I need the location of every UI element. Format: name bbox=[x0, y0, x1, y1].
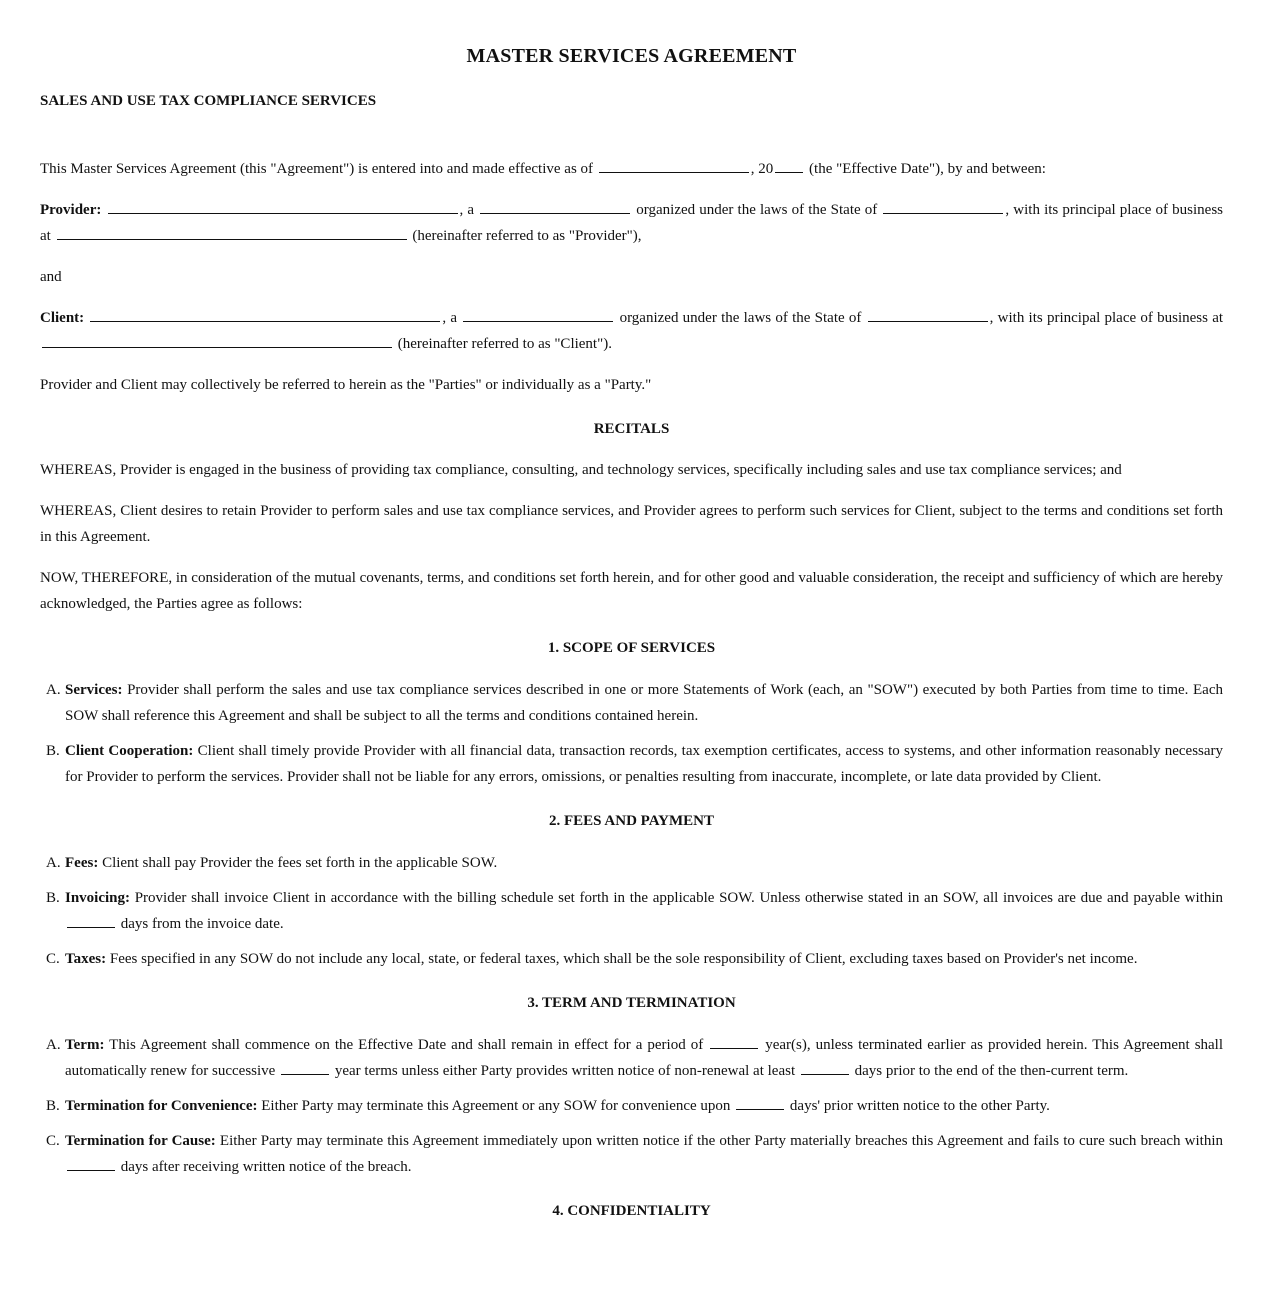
item-text: Provider shall invoice Client in accordance with the billing schedule set forth in the applicable SOW. Unless otherwise stated in an SOW, all invoices are due and payable within bbox=[134, 890, 1224, 906]
intro-text-3: (the "Effective Date"), by and between: bbox=[809, 161, 1046, 177]
document-subtitle: SALES AND USE TAX COMPLIANCE SERVICES bbox=[40, 93, 377, 109]
provider-address-blank bbox=[57, 238, 407, 240]
list-marker: B. bbox=[46, 1098, 60, 1114]
intro-text-2: , 20 bbox=[750, 161, 774, 177]
provider-label: Provider: bbox=[40, 202, 102, 218]
item-text: year terms unless either Party provides written notice of non-renewal at least bbox=[334, 1063, 796, 1079]
item-text: Provider shall perform the sales and use tax compliance services described in one or more Statements of Work (each, an "SOW") executed by both Parties from time to time. Each SOW shall reference this Agreement and shall be subject to all the terms and conditions contained herein. bbox=[65, 682, 1223, 724]
section-4-heading: 4. CONFIDENTIALITY bbox=[552, 1203, 711, 1219]
item-label: Fees: bbox=[65, 855, 99, 871]
provider-text-3: , with its principal place of business at bbox=[40, 202, 1224, 244]
client-text-1: , a bbox=[442, 310, 458, 326]
item-label: Services: bbox=[65, 682, 123, 698]
section-3-item-c bbox=[40, 1128, 1223, 1180]
client-text-4: (hereinafter referred to as "Client"). bbox=[397, 336, 612, 352]
item-label: Invoicing: bbox=[65, 890, 131, 906]
client-name-blank bbox=[90, 320, 440, 322]
provider-text-1: , a bbox=[459, 202, 475, 218]
effective-date-blank bbox=[599, 171, 749, 173]
whereas-paragraph-2: WHEREAS, Client desires to retain Provider to perform sales and use tax compliance services, and Provider agrees to perform such services for Client, subject to the terms and conditions set forth in this Agreement. bbox=[40, 503, 1223, 545]
item-text: Fees specified in any SOW do not include any local, state, or federal taxes, which shall be the sole responsibility of Client, excluding taxes based on Provider's net income. bbox=[109, 951, 1138, 967]
convenience-days-blank bbox=[736, 1108, 784, 1110]
provider-state-blank bbox=[883, 212, 1003, 214]
section-2-item-a bbox=[40, 850, 1223, 876]
item-label: Taxes: bbox=[65, 951, 107, 967]
section-3-list bbox=[40, 1032, 1223, 1180]
item-text: Client shall pay Provider the fees set forth in the applicable SOW. bbox=[102, 855, 498, 871]
provider-text-4: (hereinafter referred to as "Provider"), bbox=[412, 228, 642, 244]
section-3-item-a bbox=[40, 1032, 1223, 1084]
item-text: Client shall timely provide Provider with all financial data, transaction records, tax exemption certificates, access to systems, and other information reasonably necessary for Provider to perform the services. Provider shall not be liable for any errors, omissions, or penalties resulting from inaccurate, incomplete, or late data provided by Client. bbox=[65, 743, 1224, 785]
provider-text-2: organized under the laws of the State of bbox=[636, 202, 878, 218]
section-3-heading: 3. TERM AND TERMINATION bbox=[527, 995, 736, 1011]
whereas-paragraph-1: WHEREAS, Provider is engaged in the business of providing tax compliance, consulting, and technology services, specifically including sales and use tax compliance services; and bbox=[40, 462, 1122, 478]
effective-year-blank bbox=[775, 171, 803, 173]
client-address-blank bbox=[42, 346, 392, 348]
list-marker: B. bbox=[46, 743, 60, 759]
notice-days-blank bbox=[801, 1073, 849, 1075]
cure-days-blank bbox=[67, 1169, 115, 1171]
list-marker: C. bbox=[46, 1133, 60, 1149]
item-text: Either Party may terminate this Agreement or any SOW for convenience upon bbox=[261, 1098, 731, 1114]
item-label: Client Cooperation: bbox=[65, 743, 194, 759]
list-marker: A. bbox=[46, 855, 61, 871]
intro-text-1: This Master Services Agreement (this "Agreement") is entered into and made effective as of bbox=[40, 161, 594, 177]
item-label: Term: bbox=[65, 1037, 105, 1053]
section-2-item-b bbox=[40, 885, 1223, 937]
client-entity-type-blank bbox=[463, 320, 613, 322]
client-text-2: organized under the laws of the State of bbox=[619, 310, 862, 326]
provider-entity-type-blank bbox=[480, 212, 630, 214]
client-text-3: , with its principal place of business at bbox=[989, 310, 1224, 326]
list-marker: A. bbox=[46, 1037, 61, 1053]
section-2-list bbox=[40, 850, 1223, 972]
term-years-blank bbox=[710, 1047, 758, 1049]
section-1-item-a bbox=[40, 677, 1223, 729]
item-text: year(s), unless terminated earlier as provided herein. This Agreement shall automatically renew for successive bbox=[65, 1037, 1224, 1079]
list-marker: B. bbox=[46, 890, 60, 906]
section-2-item-c bbox=[40, 946, 1223, 972]
and-text: and bbox=[40, 269, 62, 285]
client-state-blank bbox=[868, 320, 988, 322]
item-label: Termination for Convenience: bbox=[65, 1098, 258, 1114]
item-text: days' prior written notice to the other Party. bbox=[789, 1098, 1050, 1114]
section-2-heading: 2. FEES AND PAYMENT bbox=[548, 813, 715, 829]
client-paragraph bbox=[40, 305, 1223, 357]
item-text: Either Party may terminate this Agreement immediately upon written notice if the other Party materially breaches this Agreement and fails to cure such breach within bbox=[219, 1133, 1224, 1149]
section-3-item-b bbox=[40, 1093, 1223, 1119]
item-text: days after receiving written notice of the breach. bbox=[120, 1159, 412, 1175]
list-marker: C. bbox=[46, 951, 60, 967]
item-text: days from the invoice date. bbox=[120, 916, 284, 932]
item-text: days prior to the end of the then-current term. bbox=[854, 1063, 1129, 1079]
recitals-heading: RECITALS bbox=[593, 421, 670, 437]
intro-paragraph bbox=[40, 156, 1223, 182]
section-1-item-b bbox=[40, 738, 1223, 790]
client-label: Client: bbox=[40, 310, 85, 326]
provider-paragraph bbox=[40, 197, 1223, 249]
section-1-heading: 1. SCOPE OF SERVICES bbox=[547, 640, 716, 656]
list-marker: A. bbox=[46, 682, 61, 698]
section-1-list bbox=[40, 677, 1223, 790]
payment-days-blank bbox=[67, 926, 115, 928]
item-label: Termination for Cause: bbox=[65, 1133, 216, 1149]
parties-paragraph: Provider and Client may collectively be referred to herein as the "Parties" or individually as a "Party." bbox=[40, 377, 652, 393]
document-title: MASTER SERVICES AGREEMENT bbox=[466, 45, 797, 67]
item-text: This Agreement shall commence on the Effective Date and shall remain in effect for a period of bbox=[109, 1037, 704, 1053]
now-therefore-paragraph: NOW, THEREFORE, in consideration of the mutual covenants, terms, and conditions set forth herein, and for other good and valuable consideration, the receipt and sufficiency of which are hereby acknowledged, the Parties agree as follows: bbox=[40, 570, 1223, 612]
renewal-years-blank bbox=[281, 1073, 329, 1075]
provider-name-blank bbox=[108, 212, 458, 214]
